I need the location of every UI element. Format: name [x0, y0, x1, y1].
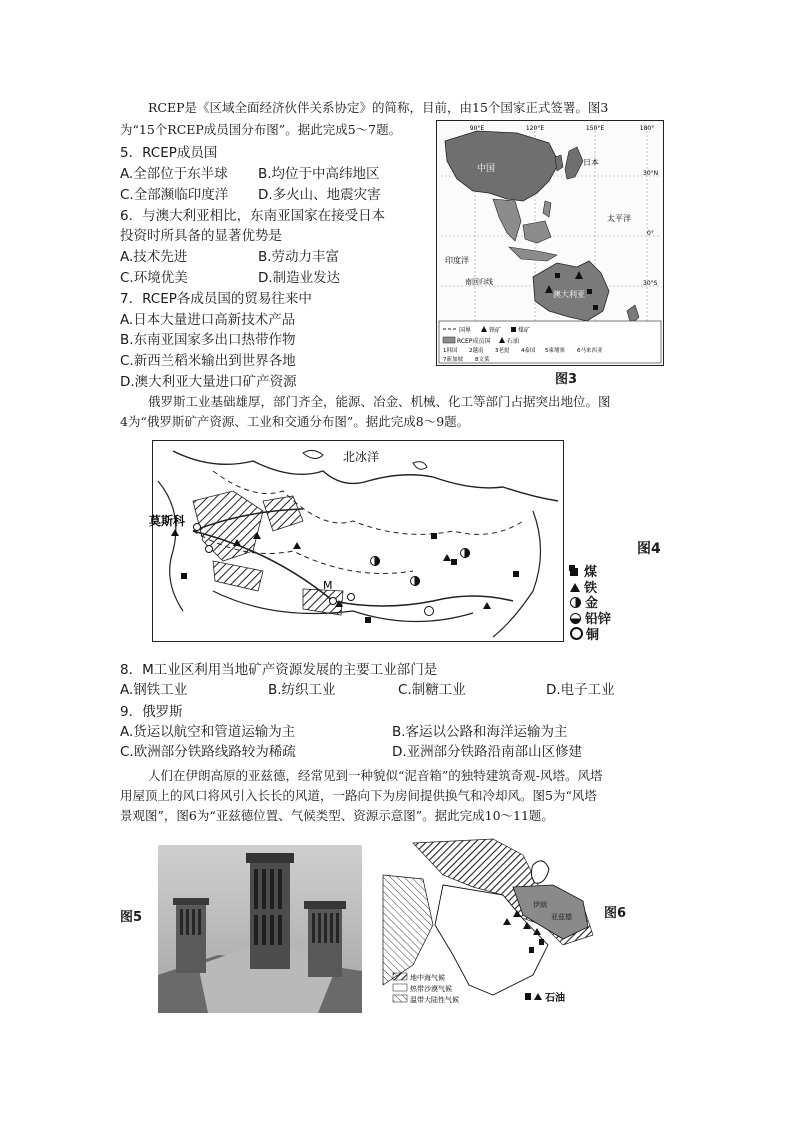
q6-option-c: C.环境优美 — [120, 270, 188, 286]
intro1-line2: 为“15个RCEP成员国分布图”。据此完成5～7题。 — [120, 122, 402, 137]
q8-option-a: A.钢铁工业 — [120, 682, 188, 698]
intro3-line3: 景观图”，图6为“亚兹德位置、气候类型、资源示意图”。据此完成10～11题。 — [120, 808, 554, 823]
svg-text:4泰国: 4泰国 — [521, 348, 536, 354]
svg-text:0°: 0° — [647, 230, 654, 237]
svg-text:30°N: 30°N — [643, 170, 659, 177]
svg-text:国界: 国界 — [459, 327, 472, 334]
svg-text:煤矿: 煤矿 — [518, 327, 531, 334]
q9-option-c: C.欧洲部分铁路线路较为稀疏 — [120, 744, 296, 760]
q6-option-a: A.技术先进 — [120, 249, 188, 265]
q6-stem-line2: 投资时所具备的显著优势是 — [120, 228, 282, 244]
svg-text:石油: 石油 — [545, 993, 565, 1004]
svg-text:150°E: 150°E — [585, 125, 605, 132]
label-moscow: 莫斯科 — [149, 514, 186, 528]
svg-text:3老挝: 3老挝 — [495, 348, 510, 354]
q8-option-c: C.制糖工业 — [398, 682, 466, 698]
label-tropic: 南回归线 — [465, 278, 493, 286]
q6-option-b: B.劳动力丰富 — [258, 249, 340, 265]
svg-text:热带沙漠气候: 热带沙漠气候 — [410, 985, 452, 993]
label-australia: 澳大利亚 — [553, 290, 585, 299]
q5-option-a: A.全部位于东半球 — [120, 166, 228, 182]
svg-text:温带大陆性气候: 温带大陆性气候 — [410, 996, 459, 1004]
figure-3-caption: 图3 — [555, 372, 578, 387]
q5-option-b: B.均位于中高纬地区 — [258, 166, 380, 182]
svg-text:120°E: 120°E — [525, 125, 545, 132]
q5-option-d: D.多火山、地震灾害 — [258, 187, 381, 203]
q9-option-a: A.货运以航空和管道运输为主 — [120, 724, 296, 740]
q9-option-d: D.亚洲部分铁路沿南部山区修建 — [392, 744, 583, 760]
label-yazd: 亚兹德 — [551, 913, 572, 921]
svg-text:5柬埔寨: 5柬埔寨 — [545, 348, 565, 354]
q5-option-c: C.全部濒临印度洋 — [120, 187, 229, 203]
label-indian-ocean: 印度洋 — [445, 256, 469, 265]
q7-stem: 7．RCEP各成员国的贸易往来中 — [120, 291, 312, 307]
q6-stem-line1: 6．与澳大利亚相比，东南亚国家在接受日本 — [120, 208, 386, 224]
svg-text:90°E: 90°E — [469, 125, 485, 132]
q8-option-b: B.纺织工业 — [268, 682, 336, 698]
label-iran: 伊朗 — [533, 901, 547, 909]
label-pacific: 太平洋 — [607, 214, 631, 223]
svg-text:石油: 石油 — [507, 338, 520, 345]
svg-text:1韩国: 1韩国 — [443, 348, 458, 354]
label-m-region: M — [323, 579, 333, 592]
label-china: 中国 — [477, 164, 496, 174]
figure-6-map — [383, 835, 599, 1010]
q7-option-d: D.澳大利亚大量进口矿产资源 — [120, 374, 297, 390]
figure-4-map — [149, 440, 564, 642]
svg-text:RCEP成员国: RCEP成员国 — [457, 338, 491, 345]
intro3-line2: 用屋顶上的风口将风引入长长的风道，一路向下为房间提供换气和冷却风。图5为“风塔 — [120, 788, 597, 803]
intro2-line2: 4为“俄罗斯矿产资源、工业和交通分布图”。据此完成8～9题。 — [120, 414, 470, 429]
svg-text:6马来西亚: 6马来西亚 — [577, 348, 603, 354]
figure-5-windtower-photo — [158, 845, 362, 1013]
intro3-line1: 人们在伊朗高原的亚兹德，经常见到一种貌似“泥音箱”的独特建筑奇观-风塔。风塔 — [148, 768, 603, 783]
svg-text:180°: 180° — [639, 125, 655, 132]
q8-stem: 8．M工业区利用当地矿产资源发展的主要工业部门是 — [120, 662, 438, 678]
figure-4-legend: 煤 铁 金 铅锌 铜 — [570, 565, 611, 644]
q5-stem: 5．RCEP成员国 — [120, 145, 218, 161]
label-japan: 日本 — [583, 158, 599, 167]
q9-option-b: B.客运以公路和海洋运输为主 — [392, 724, 568, 740]
figure-3-map — [436, 120, 664, 366]
svg-text:30°S: 30°S — [643, 280, 658, 287]
figure-4-caption: 图4 — [637, 541, 661, 557]
figure-5-caption: 图5 — [120, 910, 143, 925]
svg-text:7新加坡: 7新加坡 — [443, 357, 463, 363]
q7-option-a: A.日本大量进口高新技术产品 — [120, 312, 296, 328]
q7-option-b: B.东南亚国家多出口热带作物 — [120, 332, 296, 348]
figure-6-caption: 图6 — [604, 906, 627, 921]
q9-stem: 9．俄罗斯 — [120, 704, 183, 720]
q7-option-c: C.新西兰稻米输出到世界各地 — [120, 353, 296, 369]
q8-option-d: D.电子工业 — [546, 682, 615, 698]
svg-text:地中海气候: 地中海气候 — [410, 974, 445, 982]
q6-option-d: D.制造业发达 — [258, 270, 341, 286]
intro2-line1: 俄罗斯工业基础雄厚，部门齐全，能源、冶金、机械、化工等部门占据突出地位。图 — [148, 394, 611, 409]
svg-text:铁矿: 铁矿 — [489, 327, 502, 334]
label-arctic-ocean: 北冰洋 — [343, 450, 380, 464]
svg-text:2越南: 2越南 — [469, 348, 484, 354]
intro1-line1: RCEP是《区域全面经济伙伴关系协定》的简称，目前，由15个国家正式签署。图3 — [148, 100, 609, 115]
svg-text:8文莱: 8文莱 — [475, 357, 490, 363]
